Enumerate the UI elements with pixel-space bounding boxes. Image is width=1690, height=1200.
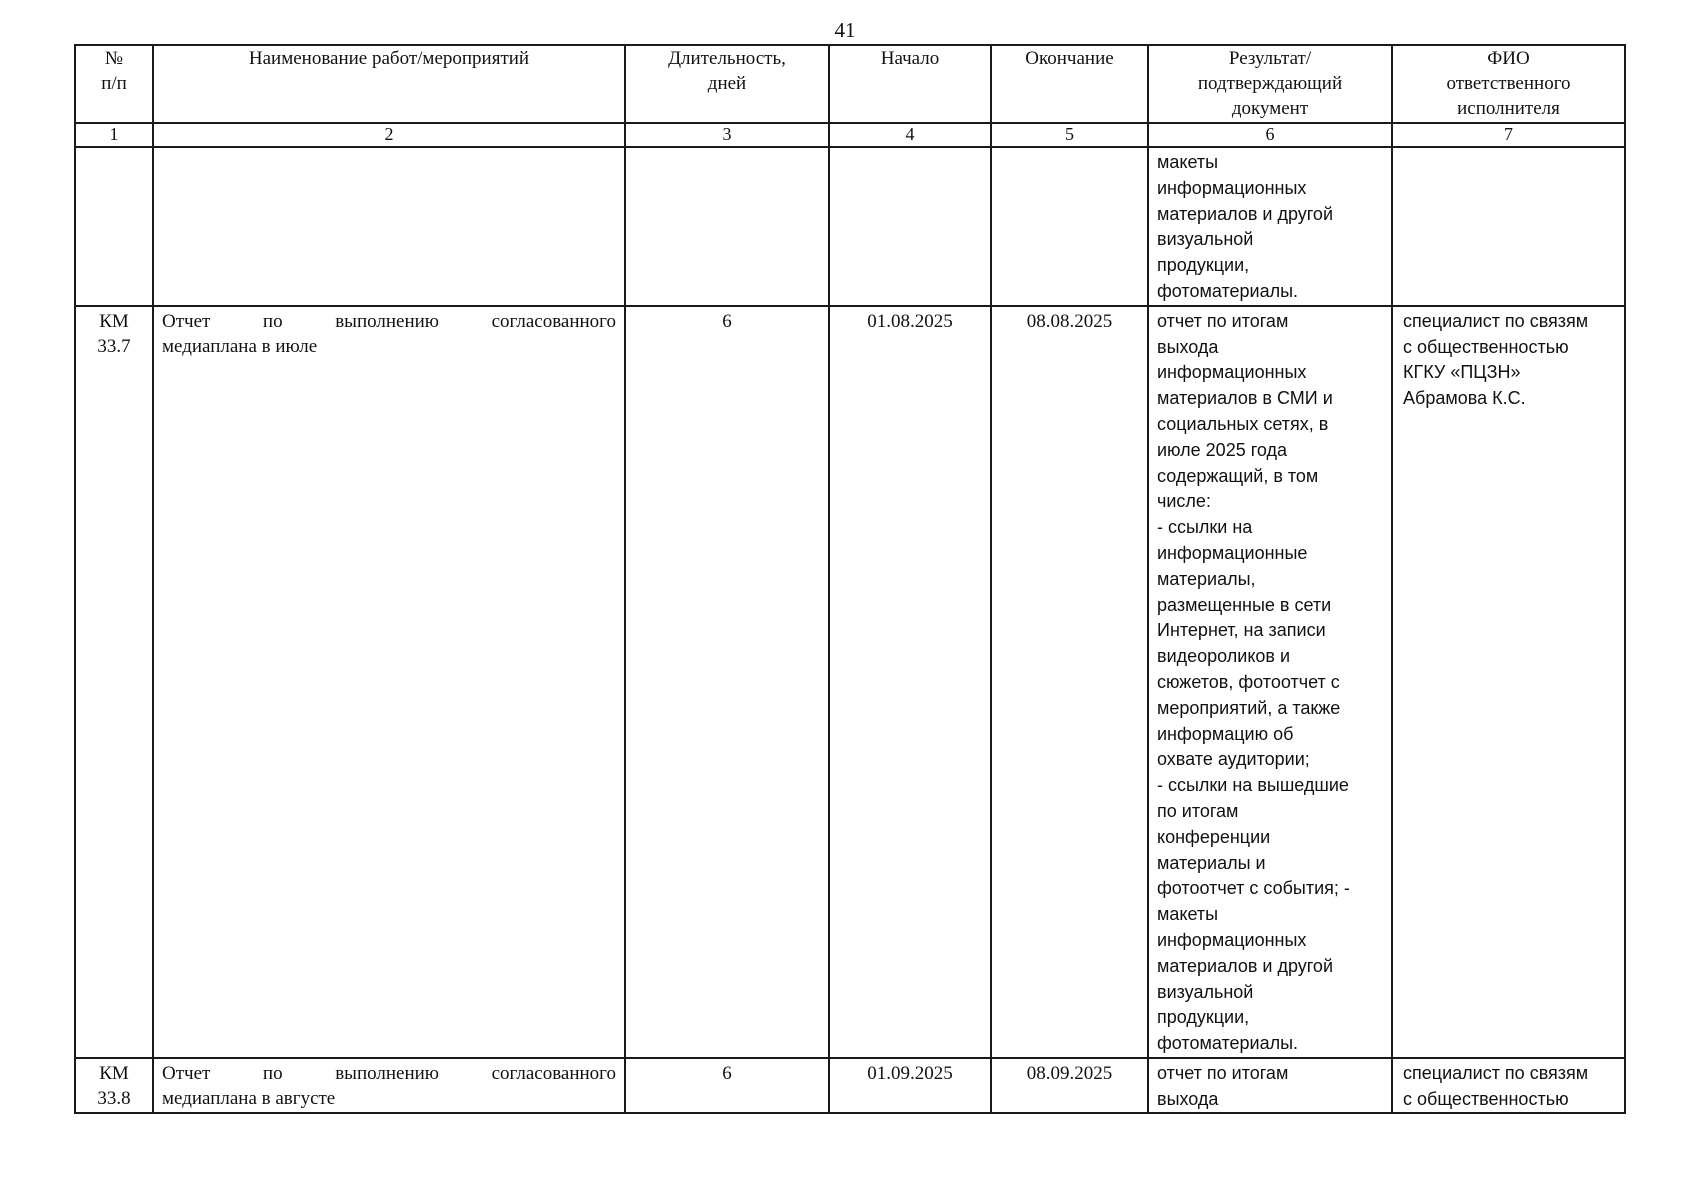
- work-plan-table: [74, 44, 1626, 1114]
- header-start: Начало: [829, 45, 991, 123]
- column-number: 2: [153, 123, 625, 147]
- column-number: 7: [1392, 123, 1625, 147]
- column-number: 5: [991, 123, 1148, 147]
- result-line: охвате аудитории;: [1157, 749, 1310, 770]
- table-body: [75, 147, 1625, 1113]
- end-date-cell: 08.08.2025: [991, 306, 1148, 1058]
- duration-cell: [625, 147, 829, 306]
- result-line: материалов и другой: [1157, 955, 1334, 976]
- end-date-cell: [991, 147, 1148, 306]
- result-line: по итогам: [1157, 800, 1239, 821]
- work-name-cell: [153, 1058, 625, 1114]
- result-line: мероприятий, а также: [1157, 697, 1341, 718]
- duration-cell: 6: [625, 1058, 829, 1114]
- person-line: с общественностью: [1403, 336, 1569, 357]
- table-row: [75, 147, 1625, 306]
- result-line: фотоотчет с события; -: [1157, 878, 1350, 899]
- result-line: визуальной: [1157, 981, 1254, 1002]
- row-number-cell: [75, 306, 153, 1058]
- result-line: социальных сетях, в: [1157, 413, 1329, 434]
- result-line: числе:: [1157, 491, 1211, 512]
- result-cell: [1148, 147, 1392, 306]
- result-line: - ссылки на: [1157, 517, 1253, 538]
- responsible-person-cell: [1392, 306, 1625, 1058]
- person-line: специалист по связям: [1403, 310, 1589, 331]
- start-date-cell: [829, 147, 991, 306]
- row-number-line: 33.8: [97, 1088, 131, 1110]
- table-row: [75, 1058, 1625, 1114]
- result-line: отчет по итогам: [1157, 310, 1289, 331]
- result-line: продукции,: [1157, 255, 1250, 276]
- column-number: 1: [75, 123, 153, 147]
- result-line: информационные: [1157, 542, 1308, 563]
- header-name: Наименование работ/мероприятий: [153, 45, 625, 123]
- responsible-person-cell: [1392, 147, 1625, 306]
- column-number: 4: [829, 123, 991, 147]
- result-line: информационных: [1157, 177, 1307, 198]
- result-line: сюжетов, фотоотчет с: [1157, 671, 1340, 692]
- header-person-line-1: ФИО: [1487, 48, 1530, 69]
- header-duration-line-1: Длительность,: [668, 48, 786, 69]
- result-line: размещенные в сети: [1157, 594, 1332, 615]
- row-number-line: КМ: [99, 310, 129, 332]
- person-line: Абрамова К.С.: [1403, 388, 1526, 409]
- column-number: 6: [1148, 123, 1392, 147]
- work-name-cell: [153, 306, 625, 1058]
- result-line: июле 2025 года: [1157, 439, 1288, 460]
- header-person: [1392, 45, 1625, 123]
- page-number: 41: [834, 18, 856, 42]
- result-cell: [1148, 306, 1392, 1058]
- work-name-line: медиаплана в августе: [162, 1088, 336, 1110]
- row-number-line: КМ: [99, 1062, 129, 1084]
- header-result-line-3: документ: [1231, 98, 1309, 119]
- result-line: материалы и: [1157, 852, 1266, 873]
- result-line: содержащий, в том: [1157, 465, 1319, 486]
- result-line: макеты: [1157, 152, 1219, 172]
- result-line: материалов в СМИ и: [1157, 388, 1333, 409]
- header-duration: [625, 45, 829, 123]
- result-line: фотоматериалы.: [1157, 280, 1299, 301]
- result-line: макеты: [1157, 904, 1219, 925]
- header-number-line-1: №: [104, 48, 124, 69]
- duration-cell: 6: [625, 306, 829, 1058]
- result-line: видеороликов и: [1157, 646, 1291, 667]
- start-date-cell: 01.09.2025: [829, 1058, 991, 1114]
- header-number: [75, 45, 153, 123]
- result-line: Интернет, на записи: [1157, 620, 1326, 641]
- work-name-line: Отчет по выполнению согласованного: [162, 310, 616, 332]
- work-name-line: Отчет по выполнению согласованного: [162, 1062, 616, 1084]
- row-number-line: 33.7: [97, 336, 131, 358]
- table-row: [75, 306, 1625, 1058]
- result-line: информацию об: [1157, 723, 1294, 744]
- result-line: продукции,: [1157, 1007, 1250, 1028]
- responsible-person-cell: [1392, 1058, 1625, 1114]
- header-duration-line-2: дней: [707, 73, 747, 94]
- header-result: [1148, 45, 1392, 123]
- header-end: Окончание: [991, 45, 1148, 123]
- result-line: - ссылки на вышедшие: [1157, 775, 1349, 796]
- column-number-row: [75, 123, 1625, 147]
- result-line: материалы,: [1157, 568, 1256, 589]
- result-line: материалов и другой: [1157, 203, 1334, 224]
- result-cell: [1148, 1058, 1392, 1114]
- result-line: выхода: [1157, 1088, 1219, 1109]
- column-number: 3: [625, 123, 829, 147]
- header-number-line-2: п/п: [101, 73, 127, 94]
- result-line: информационных: [1157, 362, 1307, 383]
- header-result-line-2: подтверждающий: [1197, 73, 1343, 94]
- header-person-line-3: исполнителя: [1457, 98, 1560, 119]
- result-line: визуальной: [1157, 229, 1254, 250]
- row-number-cell: [75, 1058, 153, 1114]
- work-name-cell: [153, 147, 625, 306]
- table-header-row: [75, 45, 1625, 123]
- header-result-line-1: Результат/: [1228, 48, 1312, 69]
- result-line: выхода: [1157, 336, 1219, 357]
- result-line: информационных: [1157, 929, 1307, 950]
- result-line: отчет по итогам: [1157, 1062, 1289, 1083]
- result-line: конференции: [1157, 826, 1271, 847]
- person-line: с общественностью: [1403, 1088, 1569, 1109]
- person-line: КГКУ «ПЦЗН»: [1403, 362, 1521, 383]
- start-date-cell: 01.08.2025: [829, 306, 991, 1058]
- work-name-line: медиаплана в июле: [162, 336, 318, 358]
- end-date-cell: 08.09.2025: [991, 1058, 1148, 1114]
- person-line: специалист по связям: [1403, 1062, 1589, 1083]
- header-person-line-2: ответственного: [1446, 73, 1571, 94]
- row-number-cell: [75, 147, 153, 306]
- result-line: фотоматериалы.: [1157, 1033, 1299, 1054]
